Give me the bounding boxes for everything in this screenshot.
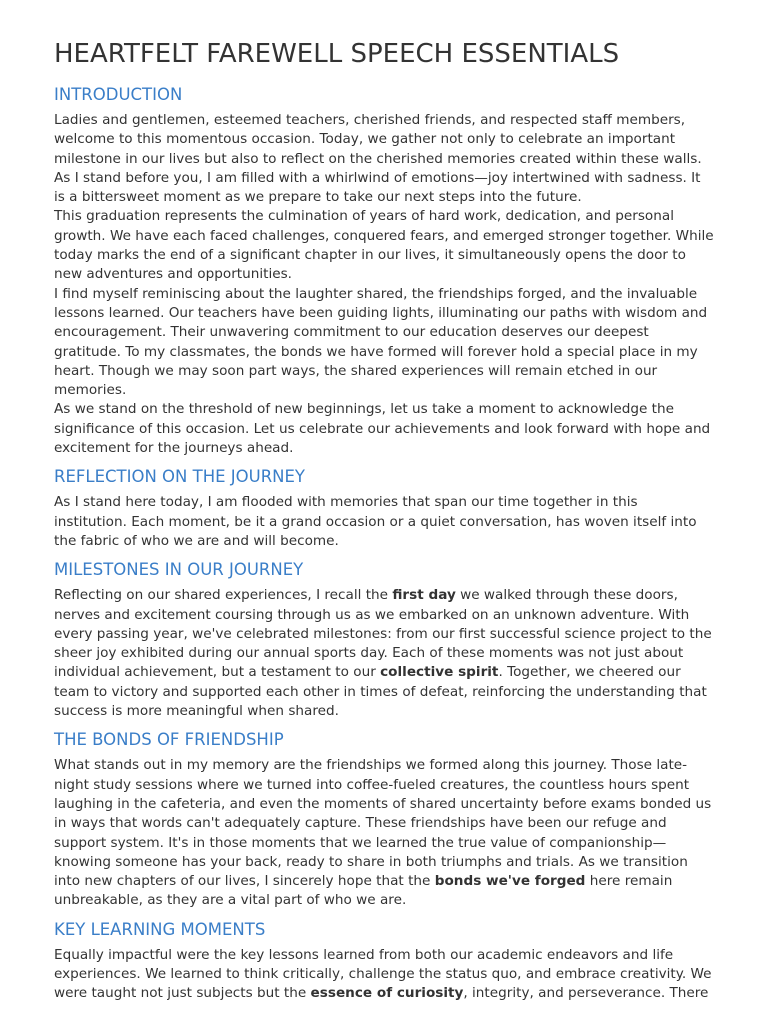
reflection-paragraph: As I stand here today, I am flooded with memories that span our time together in this institution. Each moment, be it a grand occasion or a quiet conversation, has woven itself into the fabric of who we are and will become. [54,494,697,549]
learning-paragraph [54,946,714,1004]
section-reflection [54,466,714,551]
intro-paragraph-1: Ladies and gentlemen, esteemed teachers, cherished friends, and respected staff members, welcome to this momentous occasion. Today, we gather not only to celebrate an important milestone in our lives but also to reflect on the cherished memories created within these walls. As I stand before you, I am filled with a whirlwind of emotions—joy intertwined with sadness. It is a bittersweet moment as we prepare to take our next steps into the future. [54,112,702,206]
learning-bold-curiosity: essence of curiosity [310,985,464,1002]
document-title: HEARTFELT FAREWELL SPEECH ESSENTIALS [54,39,620,69]
intro-paragraph-2: This graduation represents the culmination of years of hard work, dedication, and personal growth. We have each faced challenges, conquered fears, and emerged stronger together. While today marks the end of a significant chapter in our lives, it simultaneously opens the door to new adventures and opportunities. [54,208,714,283]
milestones-bold-collective-spirit: collective spirit [380,664,499,681]
section-heading-reflection: REFLECTION ON THE JOURNEY [54,467,306,487]
friendship-paragraph [54,756,714,910]
section-heading-introduction: INTRODUCTION [54,85,183,104]
learning-text-2: , integrity, and perseverance. There [463,985,709,1002]
milestones-text-2: we walked through these doors, nerves and excitement coursing through us as we embarked on an unknown adventure. With every passing year, we've celebrated milestones: from our first successful science project to the sheer joy exhibited during our annual sports day. Each of these moments was not just about individual achievement, but a testament to our [54,587,712,681]
section-learning [54,919,714,1004]
friendship-text-2: here remain unbreakable, as they are a vital part of who we are. [54,873,673,909]
milestones-paragraph [54,586,714,721]
milestones-bold-first-day: first day [392,587,456,604]
friendship-text-1: What stands out in my memory are the friendships we formed along this journey. Those late-night study sessions where we turned into coffee-fueled creatures, the countless hours spent laughing in the cafeteria, and even the moments of shared uncertainty before exams bonded us in ways that words can't adequately capture. These friendships have been our refuge and support system. It's in those moments that we learned the true value of companionship—knowing someone has your back, ready to share in both triumphs and trials. As we transition into new chapters of our lives, I sincerely hope that the [54,757,712,890]
intro-paragraph-3: I find myself reminiscing about the laughter shared, the friendships forged, and the invaluable lessons learned. Our teachers have been guiding lights, illuminating our paths with wisdom and encouragement. Their unwavering commitment to our education deserves our deepest gratitude. To my classmates, the bonds we have formed will forever hold a special place in my heart. Though we may soon part ways, the shared experiences will remain etched in our memories. [54,285,708,399]
section-milestones [54,559,714,721]
milestones-text-3: . Together, we cheered our team to victory and supported each other in times of defeat, reinforcing the understanding that success is more meaningful when shared. [54,664,707,720]
section-introduction [54,84,714,458]
section-heading-learning: KEY LEARNING MOMENTS [54,919,266,939]
section-heading-friendship: THE BONDS OF FRIENDSHIP [54,730,284,750]
learning-text-1: Equally impactful were the key lessons learned from both our academic endeavors and life experiences. We learned to think critically, challenge the status quo, and embrace creativity. We were taught not just subjects but the [54,946,712,1002]
section-friendship [54,729,714,910]
section-heading-milestones: MILESTONES IN OUR JOURNEY [54,560,304,580]
intro-paragraph-4: As we stand on the threshold of new beginnings, let us take a moment to acknowledge the significance of this occasion. Let us celebrate our achievements and look forward with hope and excitement for the journeys ahead. [54,401,711,457]
milestones-text-1: Reflecting on our shared experiences, I recall the [54,587,393,604]
friendship-bold-bonds: bonds we've forged [434,873,586,890]
